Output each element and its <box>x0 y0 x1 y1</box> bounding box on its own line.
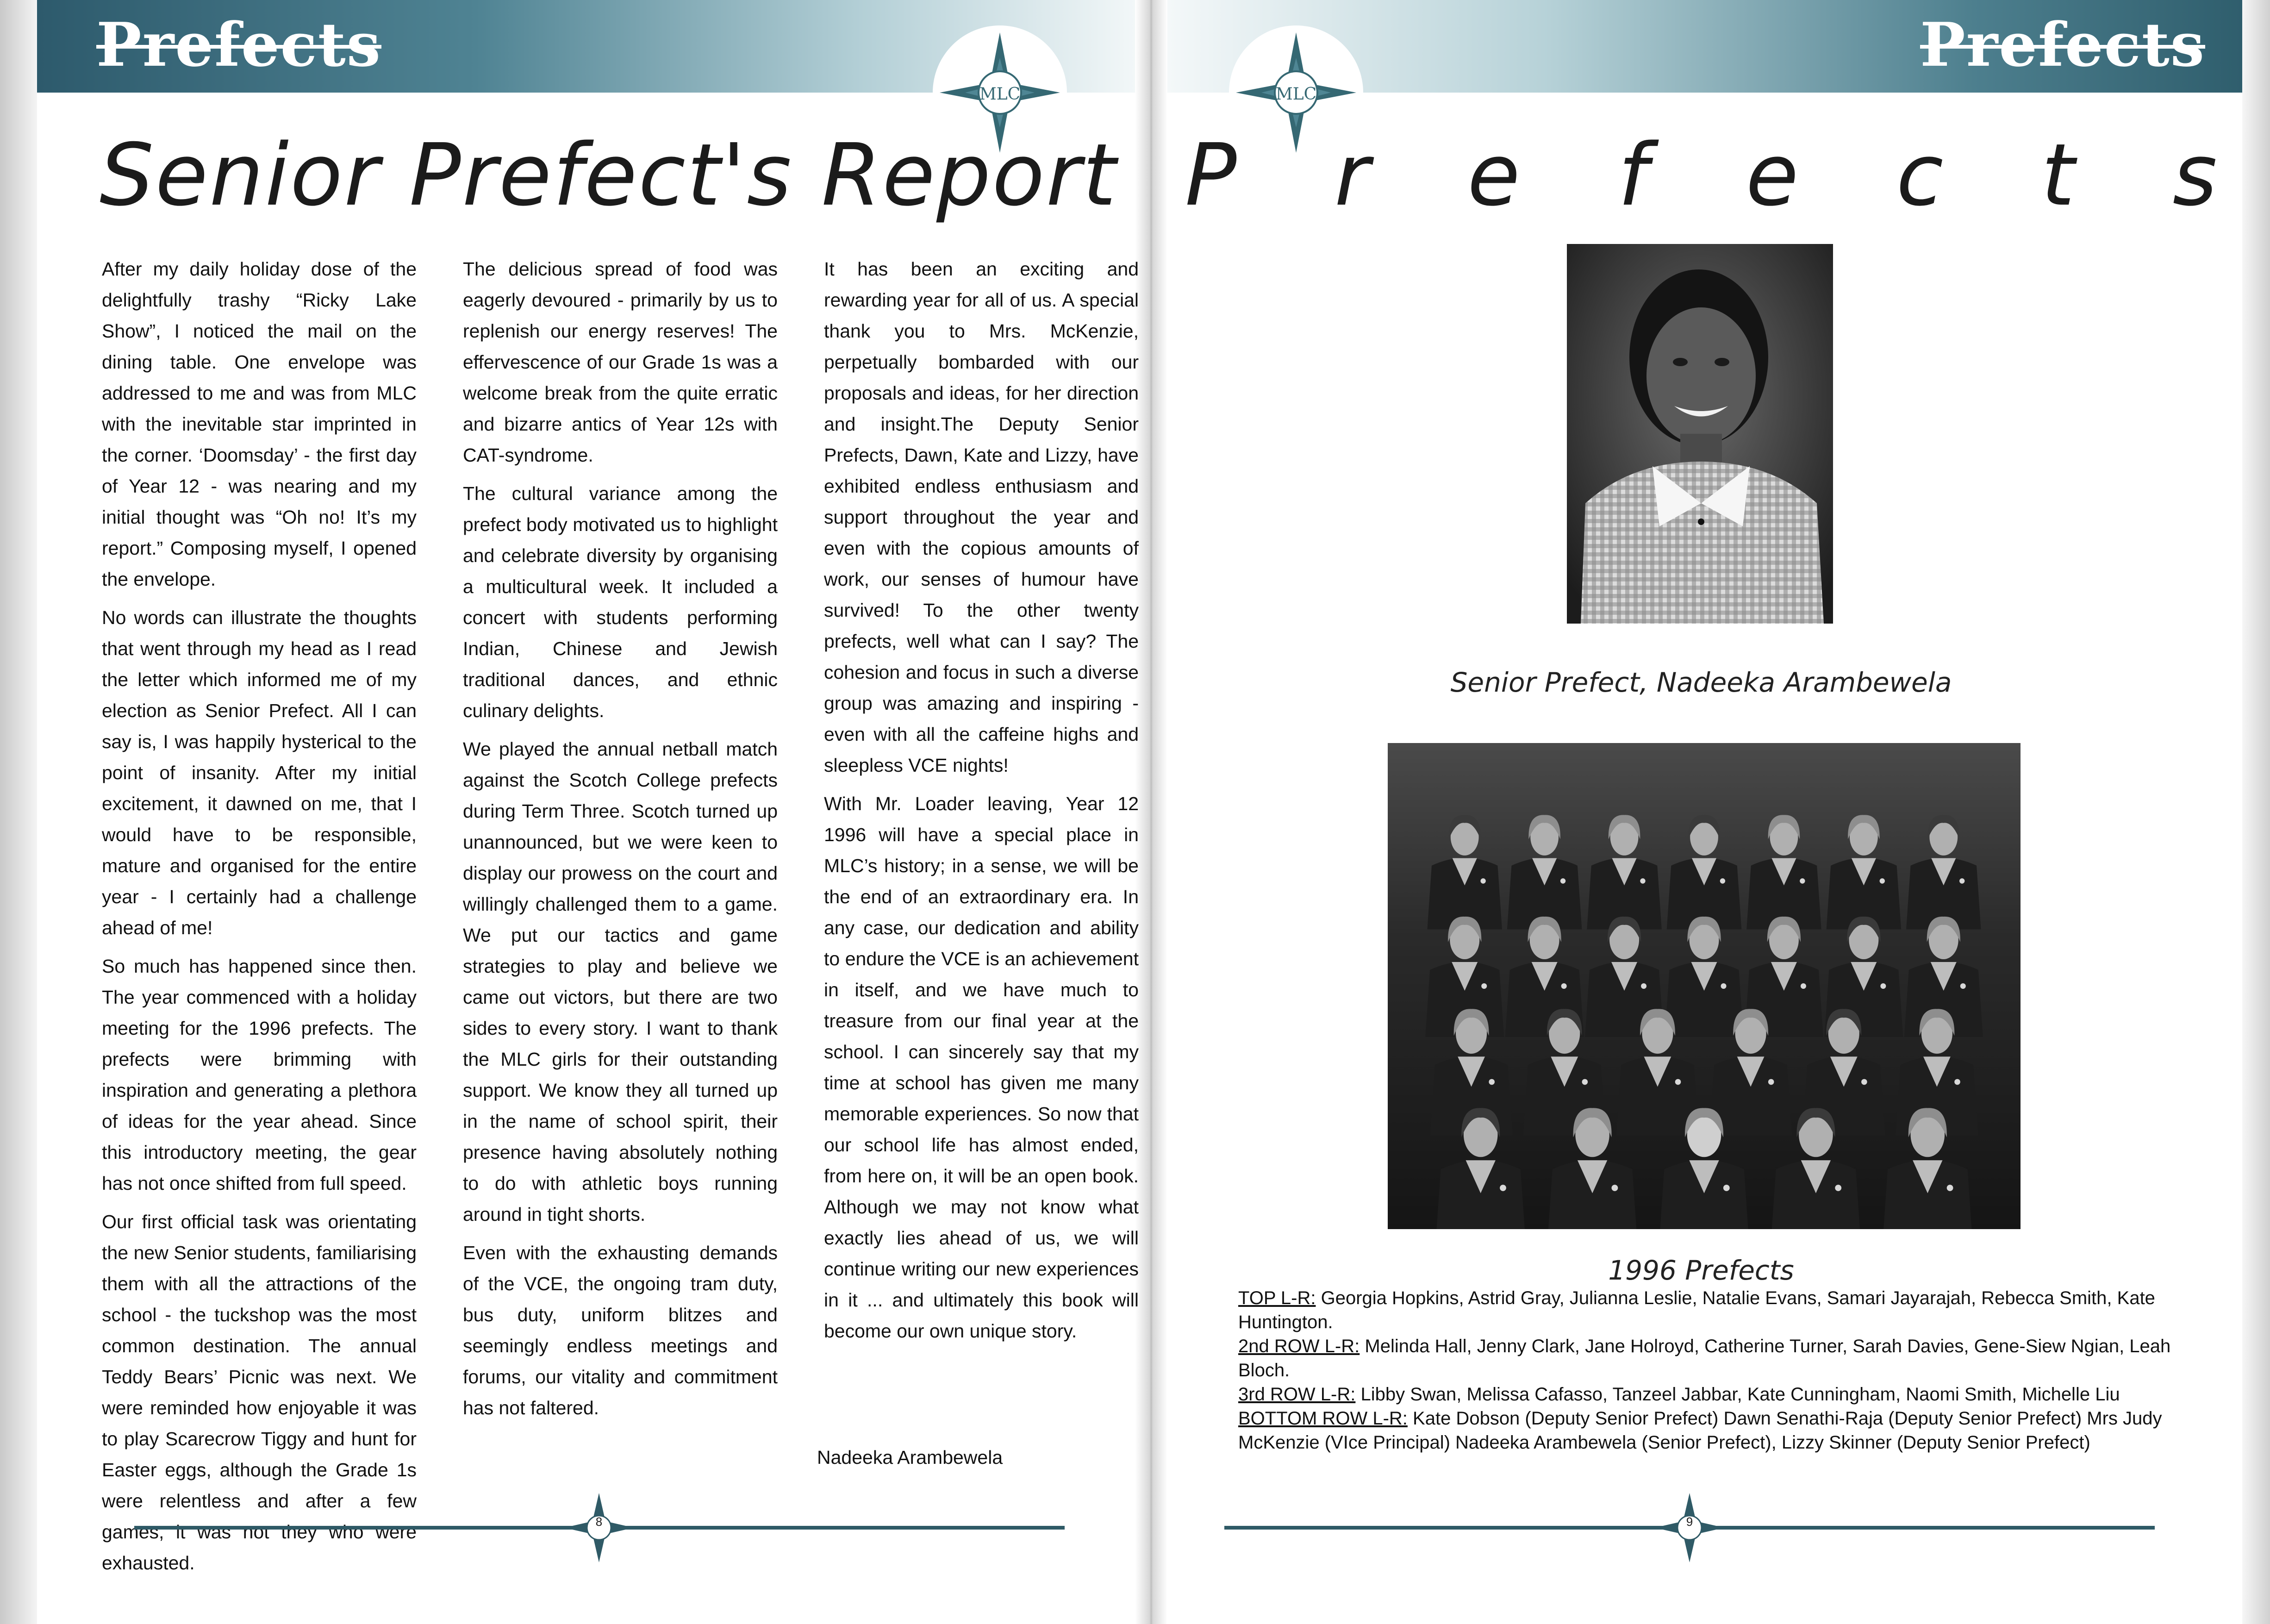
report-column-2 <box>463 254 778 1431</box>
report-paragraph: Even with the exhausting demands of the VCE, the ongoing tram duty, bus duty, uniform blitzes and seemingly endless meetings and forums, our vitality and commitment has not faltered. <box>463 1242 778 1418</box>
credit-row-second <box>1238 1334 2176 1382</box>
heading-letter: t <box>2041 125 2075 225</box>
report-paragraph: No words can illustrate the thoughts that went through my head as I read the letter which informed me of my election as Senior Prefect. All I can say is, I was happily hysterical to the point of insanity. After my initial excitement, it dawned on me, that I would have to be responsible, mature and organised for the entire year - I certainly had a challenge ahead of me! <box>102 607 417 938</box>
page-edge-right <box>2242 0 2270 1624</box>
heading-letter: c <box>1896 125 1944 225</box>
prefects-group-photo <box>1388 743 2021 1229</box>
logo-letters-left: MLC <box>979 85 1021 104</box>
report-column-1 <box>102 254 417 1586</box>
page-title-senior-prefects-report: Senior Prefect's Report <box>100 125 1118 225</box>
report-paragraph: It has been an exciting and rewarding year for all of us. A special thank you to Mrs. McKenzie, perpetually bombarded with our proposals and ideas, for her direction and insight.The Deputy Senior Prefects, Dawn, Kate and Lizzy, have exhibited endless enthusiasm and support throughout the year and even with the copious amounts of work, our senses of humour have survived! To the other twenty prefects, well what can I say? The cohesion and focus in such a diverse group was amazing and inspiring - even with all the caffeine highs and sleepless VCE nights! <box>824 258 1139 776</box>
heading-letter: s <box>2172 125 2217 225</box>
heading-letter: e <box>1746 125 1799 225</box>
page-number-right: 9 <box>1686 1515 1693 1529</box>
report-paragraph: After my daily holiday dose of the delightfully trashy “Ricky Lake Show”, I noticed the mail on the dining table. One envelope was addressed to me and was from MLC with the inevitable star imprinted in the corner. ‘Doomsday’ - the first day of Year 12 - was nearing and my initial thought was “Oh no! It’s my report.” Composing myself, I opened the envelope. <box>102 258 417 590</box>
logo-letters-right: MLC <box>1275 85 1317 104</box>
portrait-caption: Senior Prefect, Nadeeka Arambewela <box>1450 667 1952 698</box>
report-paragraph: The cultural variance among the prefect body motivated us to highlight and celebrate diversity by organising a multicultural week. It included a concert with students performing Indian, Chinese and Jewish traditional dances, and ethnic culinary delights. <box>463 483 778 721</box>
book-gutter <box>1135 0 1167 1624</box>
credit-row-label: BOTTOM ROW L-R: <box>1238 1408 1408 1429</box>
credit-row-names: Georgia Hopkins, Astrid Gray, Julianna Leslie, Natalie Evans, Samari Jayarajah, Rebecca Smith, Kate Huntington. <box>1238 1288 2155 1332</box>
report-paragraph: We played the annual netball match against the Scotch College prefects during Term Three. Scotch turned up unannounced, but we were keen to display our prowess on the court and willingly challenged them to a game. We put our tactics and game strategies to play and believe we came out victors, but there are two sides to every story. I want to thank the MLC girls for their outstanding support. We know they all turned up in the name of school spirit, their presence having absolutely nothing to do with athletic boys running around in tight shorts. <box>463 738 778 1225</box>
group-photo-credits <box>1238 1286 2176 1455</box>
group-photo-caption: 1996 Prefects <box>1608 1255 1794 1286</box>
heading-letter: e <box>1467 125 1520 225</box>
credit-row-label: 3rd ROW L-R: <box>1238 1384 1356 1405</box>
credit-row-names: Libby Swan, Melissa Cafasso, Tanzeel Jabbar, Kate Cunningham, Naomi Smith, Michelle Liu <box>1355 1384 2120 1405</box>
credit-row-bottom <box>1238 1406 2176 1455</box>
report-paragraph: With Mr. Loader leaving, Year 12 1996 will have a special place in MLC’s history; in a sense, we will be the end of an extraordinary era. In any case, our dedication and ability to endure the VCE is an achievement in itself, and we have much to treasure from our final year at the school. I can sincerely say that my time at school has given me many memorable experiences. So now that our school life has almost ended, from here on, it will be an open book. Although we may not know what exactly lies ahead of us, we will continue writing our new experiences in it ... and ultimately this book will become our own unique story. <box>824 793 1139 1342</box>
page-number-left: 8 <box>595 1515 603 1529</box>
banner-title-right: Prefects <box>1920 9 2205 80</box>
credit-row-third <box>1238 1382 2176 1406</box>
page-edge-left <box>0 0 37 1624</box>
page-title-prefects <box>1185 125 2217 225</box>
report-signature: Nadeeka Arambewela <box>817 1447 1003 1468</box>
credit-row-names: Kate Dobson (Deputy Senior Prefect) Dawn Senathi-Raja (Deputy Senior Prefect) Mrs Judy McKenzie (VIce Principal) Nadeeka Arambewela (Senior Prefect), Lizzy Skinner (Deputy Senior Prefect) <box>1238 1408 2162 1453</box>
credit-row-names: Melinda Hall, Jenny Clark, Jane Holroyd, Catherine Turner, Sarah Davies, Gene-Siew Ngian, Leah Bloch. <box>1238 1336 2171 1380</box>
credit-row-label: 2nd ROW L-R: <box>1238 1336 1360 1356</box>
report-paragraph: So much has happened since then. The year commenced with a holiday meeting for the 1996 prefects. The prefects were brimming with inspiration and generating a plethora of ideas for the year ahead. Since this introductory meeting, the gear has not once shifted from full speed. <box>102 956 417 1194</box>
credit-row-top <box>1238 1286 2176 1334</box>
credit-row-label: TOP L-R: <box>1238 1288 1316 1308</box>
report-paragraph: The delicious spread of food was eagerly devoured - primarily by us to replenish our energy reserves! The effervescence of our Grade 1s was a welcome break from the quite erratic and bizarre antics of Year 12s with CAT-syndrome. <box>463 258 778 466</box>
report-paragraph: Our first official task was orientating the new Senior students, familiarising them with all the attractions of the school - the tuckshop was the most common destination. The annual Teddy Bears’ Picnic was next. We were reminded how enjoyable it was to play Scarecrow Tiggy and hunt for Easter eggs, although the Grade 1s were relentless and after a few games, it was not they who were exhausted. <box>102 1211 417 1574</box>
senior-prefect-portrait-photo <box>1567 244 1833 624</box>
banner-title-left: Prefects <box>96 9 381 80</box>
heading-letter: f <box>1618 125 1648 225</box>
heading-letter: P <box>1185 125 1237 225</box>
heading-letter: r <box>1334 125 1370 225</box>
report-column-3 <box>824 254 1139 1354</box>
